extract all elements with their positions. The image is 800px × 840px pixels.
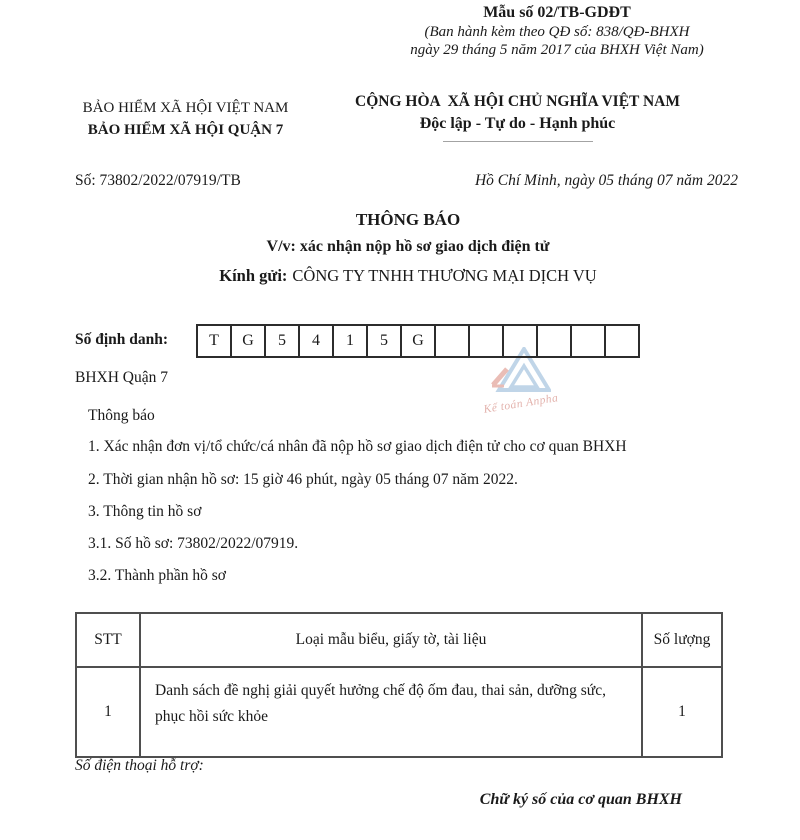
id-cell: G [400,324,436,358]
document-title-block [8,209,800,286]
table-header-stt: STT [76,613,140,667]
id-cell: 1 [332,324,368,358]
notice-item: 3.1. Số hồ sơ: 73802/2022/07919. [88,535,299,552]
national-motto-line2: Độc lập - Tự do - Hạnh phúc [419,115,616,132]
document-title: THÔNG BÁO [355,210,461,229]
form-issued-line1: (Ban hành kèm theo QĐ số: 838/QĐ-BHXH [424,24,690,40]
form-number: Mẫu số 02/TB-GDĐT [483,4,631,21]
id-cell: 5 [264,324,300,358]
id-cell: T [196,324,232,358]
reference-line [75,172,738,190]
notice-item: 2. Thời gian nhận hồ sơ: 15 giờ 46 phút, ngày 05 tháng 07 năm 2022. [88,471,518,488]
id-cell: 4 [298,324,334,358]
national-motto-line1: CỘNG HÒA XÃ HỘI CHỦ NGHĨA VIỆT NAM [355,93,680,110]
id-cell: 5 [366,324,402,358]
issuer-block [78,97,293,141]
recipient-line [8,266,800,286]
table-header-quantity: Số lượng [642,613,722,667]
document-number: Số: 73802/2022/07919/TB [75,172,241,189]
id-cell [468,324,504,358]
identifier-cells [196,324,640,358]
document-subject: V/v: xác nhận nộp hồ sơ giao dịch điện tử [266,238,550,255]
row-stt: 1 [76,667,140,757]
row-document-type: Danh sách đề nghị giải quyết hưởng chế độ ốm đau, thai sản, dưỡng sức, phục hồi sức khỏe [140,667,642,757]
id-cell [434,324,470,358]
id-cell [536,324,572,358]
form-issued-line2: ngày 29 tháng 5 năm 2017 của BHXH Việt Nam) [410,42,704,58]
documents-table [75,612,723,758]
notice-item: 1. Xác nhận đơn vị/tổ chức/cá nhân đã nộp hồ sơ giao dịch điện tử cho cơ quan BHXH [88,438,627,455]
notice-intro: Thông báo [88,407,155,424]
id-cell [604,324,640,358]
recipient-name: CÔNG TY TNHH THƯƠNG MẠI DỊCH VỤ [292,266,597,285]
watermark-text: Kế toán Anpha [482,392,560,416]
id-cell: G [230,324,266,358]
issuer-agency: BẢO HIỂM XÃ HỘI QUẬN 7 [87,122,284,138]
agency-name: BHXH Quận 7 [75,369,168,386]
issuer-parent-agency: BẢO HIỂM XÃ HỘI VIỆT NAM [82,100,289,116]
id-cell [502,324,538,358]
place-and-date: Hồ Chí Minh, ngày 05 tháng 07 năm 2022 [474,172,738,189]
recipient-label: Kính gửi: [219,266,288,285]
national-header-block [350,92,685,142]
motto-underline [443,141,593,142]
row-quantity: 1 [642,667,722,757]
support-phone-label: Số điện thoại hỗ trợ: [75,757,204,774]
form-meta-block [368,3,746,59]
notice-item: 3.2. Thành phần hồ sơ [88,567,226,584]
digital-signature-label: Chữ ký số của cơ quan BHXH [479,791,682,808]
table-row [76,667,722,757]
id-cell [570,324,606,358]
table-header-row [76,613,722,667]
table-header-document-type: Loại mẫu biểu, giấy tờ, tài liệu [140,613,642,667]
notice-item: 3. Thông tin hồ sơ [88,503,202,520]
identifier-label: Số định danh: [75,331,169,348]
